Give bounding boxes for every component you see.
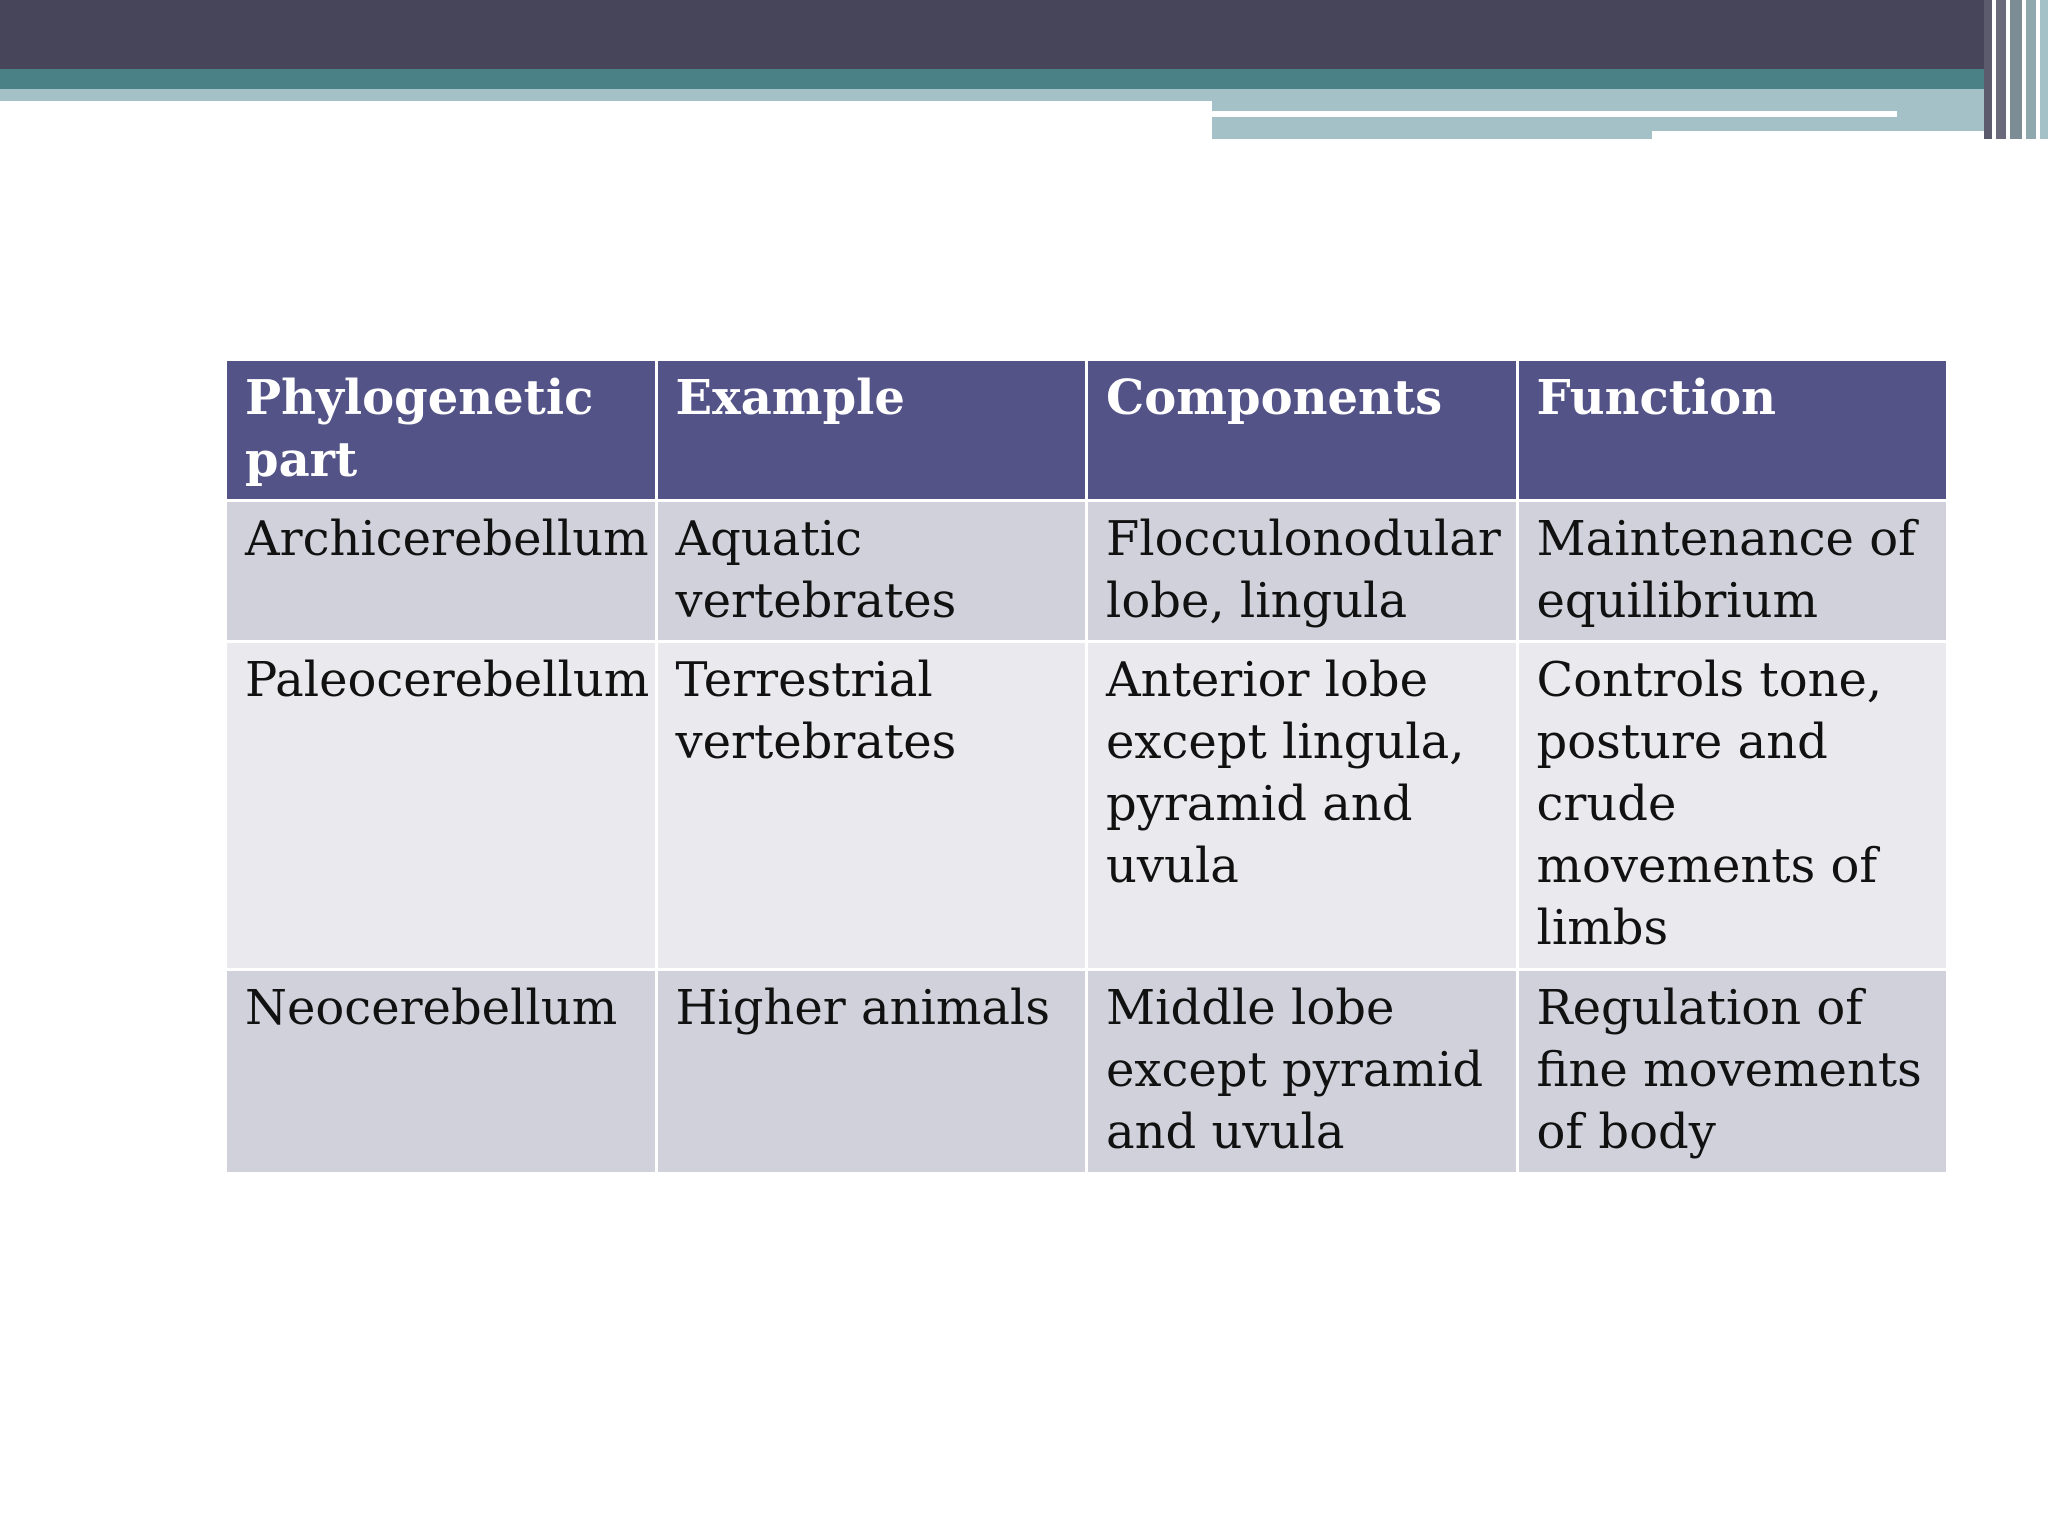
table-row — [226, 970, 1948, 1174]
table-cell: Anterior lobe except lingula, pyramid and uvula — [1087, 642, 1518, 970]
column-header-components: Components — [1087, 360, 1518, 501]
teal-accent-bar — [0, 69, 2048, 89]
table-cell: Maintenance of equilibrium — [1517, 501, 1948, 642]
table-cell: Controls tone, posture and crude movements of limbs — [1517, 642, 1948, 970]
accent-line — [1212, 111, 1897, 117]
table-cell: Higher animals — [656, 970, 1087, 1174]
table-cell: Middle lobe except pyramid and uvula — [1087, 970, 1518, 1174]
header-bar — [0, 0, 2048, 69]
table-row — [226, 501, 1948, 642]
cerebellum-table — [224, 358, 1949, 1175]
table-header-row — [226, 360, 1948, 501]
table-cell: Regulation of fine movements of body — [1517, 970, 1948, 1174]
table-cell: Aquatic vertebrates — [656, 501, 1087, 642]
table-cell: Flocculonodular lobe, lingula — [1087, 501, 1518, 642]
table-row — [226, 642, 1948, 970]
table-cell: Terrestrial vertebrates — [656, 642, 1087, 970]
table-cell: Neocerebellum — [226, 970, 657, 1174]
column-header-phylogenetic-part: Phylogenetic part — [226, 360, 657, 501]
table-cell: Paleocerebellum — [226, 642, 657, 970]
column-header-function: Function — [1517, 360, 1948, 501]
column-header-example: Example — [656, 360, 1087, 501]
table-cell: Archicerebellum — [226, 501, 657, 642]
light-accent-bar-left — [0, 89, 1212, 101]
decorative-stripes — [1984, 0, 2048, 139]
